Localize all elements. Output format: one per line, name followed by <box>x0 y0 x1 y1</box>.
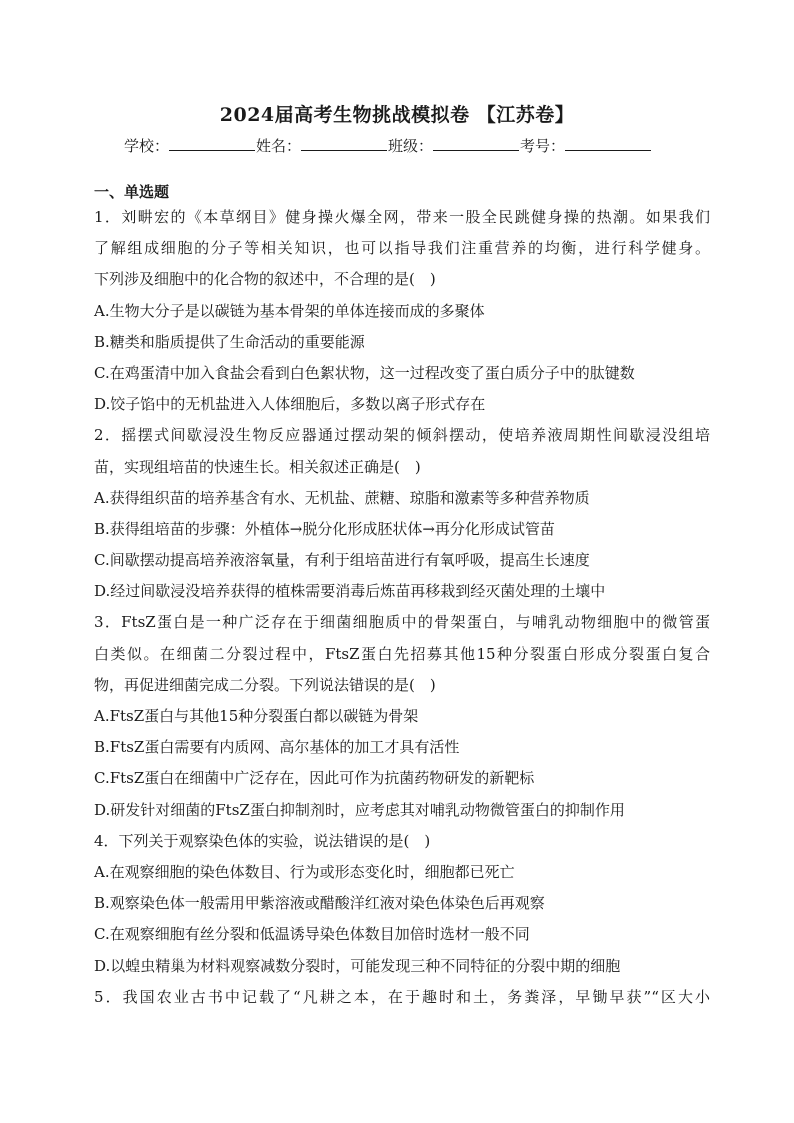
class-blank[interactable] <box>433 136 519 151</box>
text-line: A.FtsZ蛋白与其他15种分裂蛋白都以碳链为骨架 <box>94 707 419 725</box>
text-line: C.在鸡蛋清中加入食盐会看到白色絮状物，这一过程改变了蛋白质分子中的肽键数 <box>94 363 635 382</box>
text-line: 白类似。在细菌二分裂过程中，FtsZ蛋白先招募其他15种分裂蛋白形成分裂蛋白复合 <box>94 644 710 663</box>
text-line: 2．摇摆式间歇浸没生物反应器通过摆动架的倾斜摆动，使培养液周期性间歇浸没组培 <box>94 426 710 445</box>
text-line: 了解组成细胞的分子等相关知识，也可以指导我们注重营养的均衡，进行科学健身。 <box>94 239 710 258</box>
text-line: D.经过间歇浸没培养获得的植株需要消毒后炼苗再移栽到经灭菌处理的土壤中 <box>94 582 606 601</box>
question-content <box>94 202 710 1013</box>
name-label: 姓名： <box>256 137 302 155</box>
school-field <box>124 135 256 156</box>
school-blank[interactable] <box>169 136 255 151</box>
school-label: 学校： <box>124 137 170 155</box>
text-line: B.FtsZ蛋白需要有内质网、高尔基体的加工才具有活性 <box>94 738 460 757</box>
text-line: 苗，实现组培苗的快速生长。相关叙述正确是( ) <box>94 457 421 476</box>
exam-number-blank[interactable] <box>565 136 651 151</box>
text-line: D.饺子馅中的无机盐进入人体细胞后，多数以离子形式存在 <box>94 395 486 414</box>
name-field <box>256 135 388 156</box>
class-label: 班级： <box>388 137 434 155</box>
section-heading: 一、单选题 <box>94 183 170 201</box>
text-line: D.研发针对细菌的FtsZ蛋白抑制剂时，应考虑其对哺乳动物微管蛋白的抑制作用 <box>94 800 625 819</box>
text-line: B.糖类和脂质提供了生命活动的重要能源 <box>94 332 365 351</box>
name-blank[interactable] <box>301 136 387 151</box>
text-line: A.在观察细胞的染色体数目、行为或形态变化时，细胞都已死亡 <box>94 862 515 881</box>
text-line: C.间歇摆动提高培养液溶氧量，有利于组培苗进行有氧呼吸，提高生长速度 <box>94 551 590 570</box>
exam-number-label: 考号： <box>520 137 566 155</box>
text-line: A.获得组织苗的培养基含有水、无机盐、蔗糖、琼脂和激素等多种营养物质 <box>94 488 590 507</box>
student-info-row <box>124 135 652 156</box>
text-line: B.获得组培苗的步骤：外植体→脱分化形成胚状体→再分化形成试管苗 <box>94 519 555 538</box>
text-line: C.FtsZ蛋白在细菌中广泛存在，因此可作为抗菌药物研发的新靶标 <box>94 769 535 788</box>
text-line: 下列涉及细胞中的化合物的叙述中，不合理的是( ) <box>94 270 436 289</box>
text-line: C.在观察细胞有丝分裂和低温诱导染色体数目加倍时选材一般不同 <box>94 925 530 944</box>
text-line: A.生物大分子是以碳链为基本骨架的单体连接而成的多聚体 <box>94 301 485 320</box>
exam-title: 2024届高考生物挑战模拟卷 【江苏卷】 <box>219 104 575 126</box>
exam-number-field <box>520 135 652 156</box>
text-line: 5．我国农业古书中记载了“凡耕之本，在于趣时和土，务粪泽，早锄早获”“区大小 <box>94 987 710 1006</box>
text-line: 4．下列关于观察染色体的实验，说法错误的是( ) <box>94 831 431 850</box>
text-line: 物，再促进细菌完成二分裂。下列说法错误的是( ) <box>94 675 436 694</box>
class-field <box>388 135 520 156</box>
text-line: 1．刘畊宏的《本草纲目》健身操火爆全网，带来一股全民跳健身操的热潮。如果我们 <box>94 208 710 226</box>
text-line: B.观察染色体一般需用甲紫溶液或醋酸洋红液对染色体染色后再观察 <box>94 894 545 913</box>
text-line: D.以蝗虫精巢为材料观察减数分裂时，可能发现三种不同特征的分裂中期的细胞 <box>94 956 621 975</box>
text-line: 3．FtsZ蛋白是一种广泛存在于细菌细胞质中的骨架蛋白，与哺乳动物细胞中的微管蛋 <box>94 613 710 632</box>
